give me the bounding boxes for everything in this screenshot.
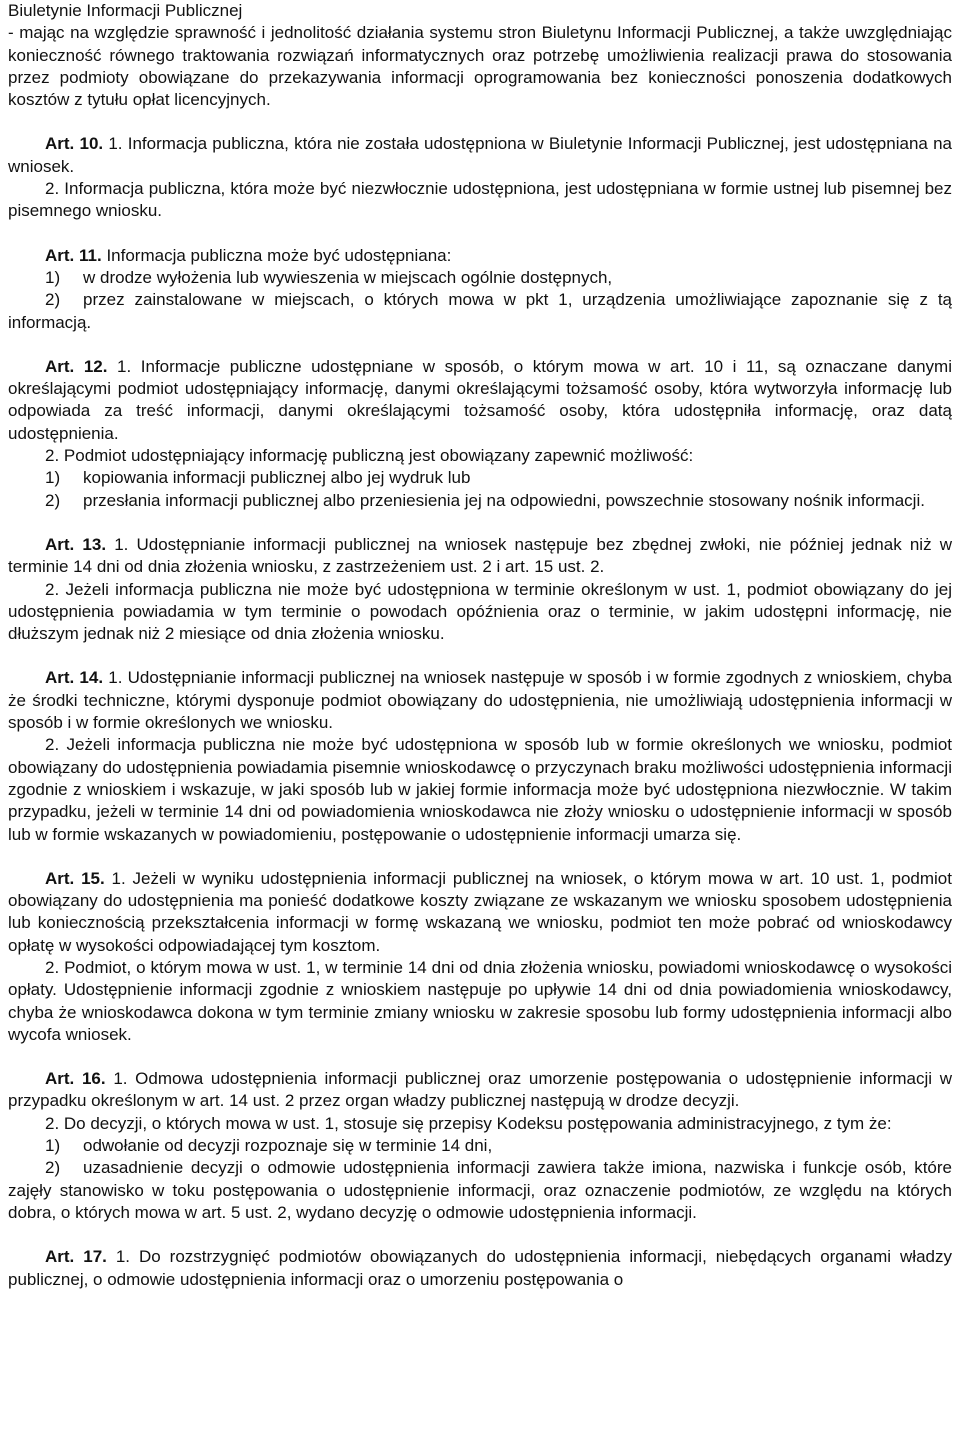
article-12: [8, 356, 952, 512]
list-number: 1): [45, 267, 61, 287]
article-10: [8, 133, 952, 222]
article-15-para-2: 2. Podmiot, o którym mowa w ust. 1, w terminie 14 dni od dnia złożenia wniosku, powiadomi wnioskodawcę o wysokości opłaty. Udostępnienie informacji zgodnie z wnioskiem następuje po upływie 14 dni od dnia powiadomienia wnioskodawcy, chyba że wnioskodawca dokona w tym terminie zmiany wniosku w zakresie sposobu lub formy udostępnienia informacji albo wycofa wniosek.: [8, 957, 952, 1044]
list-number: 1): [45, 468, 61, 488]
article-12-item-2: [8, 490, 952, 512]
article-12-label: Art. 12.: [45, 356, 108, 376]
article-12-para-1: [8, 356, 952, 445]
article-11-item-2: [8, 289, 952, 334]
list-number: 2): [45, 490, 61, 510]
article-13-label: Art. 13.: [45, 534, 107, 554]
article-17: [8, 1246, 952, 1291]
list-number: 2): [45, 290, 61, 310]
article-16-text-1: 1. Odmowa udostępnienia informacji publicznej oraz umorzenie postępowania o udostępnienie informacji w przypadku określonym w art. 14 ust. 2 przez organ władzy publicznej następują w drodze decyzji.: [8, 1069, 952, 1111]
article-11: [8, 245, 952, 334]
article-13-para-2: 2. Jeżeli informacja publiczna nie może być udostępniona w terminie określonym w ust. 1, podmiot obowiązany do jej udostępnienia powiadamia w tym terminie o powodach opóźnienia oraz o terminie, w jakim udostępni informację, nie dłuższym jednak niż 2 miesiące od dnia złożenia wniosku.: [8, 579, 952, 644]
list-number: 2): [45, 1158, 61, 1178]
article-13: [8, 534, 952, 645]
article-11-item-1: [8, 267, 952, 289]
article-10-label: Art. 10.: [45, 134, 104, 154]
article-14-label: Art. 14.: [45, 668, 104, 688]
article-15-text-1: 1. Jeżeli w wyniku udostępnienia informacji publicznej na wniosek, o którym mowa w art. 10 ust. 1, podmiot obowiązany do udostępnienia ma ponieść dodatkowe koszty związane ze wskazanym we wniosku sposobem udostępnienia lub koniecznością przekształcenia informacji w formę wskazaną we wniosku, podmiot ten może pobrać od wnioskodawcy opłatę w wysokości odpowiadającej tym kosztom.: [8, 868, 952, 955]
article-14-para-1: [8, 667, 952, 734]
article-11-text-1: Informacja publiczna może być udostępniana:: [106, 245, 452, 265]
article-16-para-2: 2. Do decyzji, o których mowa w ust. 1, stosuje się przepisy Kodeksu postępowania administracyjnego, z tym że:: [45, 1113, 892, 1133]
article-10-para-2: 2. Informacja publiczna, która może być niezwłocznie udostępniona, jest udostępniana w formie ustnej lub pisemnej bez pisemnego wniosku.: [8, 179, 952, 221]
article-15-label: Art. 15.: [45, 868, 105, 888]
list-number: 1): [45, 1136, 61, 1156]
list-text: kopiowania informacji publicznej albo jej wydruk lub: [83, 468, 471, 488]
article-16-item-1: [8, 1135, 952, 1157]
article-16-label: Art. 16.: [45, 1069, 106, 1089]
article-12-text-1: 1. Informacje publiczne udostępniane w sposób, o którym mowa w art. 10 i 11, są oznaczane danymi określającymi podmiot udostępniający informację, danymi określającymi tożsamość osoby, która wytworzyła informację lub odpowiada za treść informacji, danymi określającymi tożsamość osoby, która udostępniła informację, oraz datą udostępnienia.: [8, 356, 952, 443]
article-13-para-1: [8, 534, 952, 579]
intro-line-1: Biuletynie Informacji Publicznej: [8, 1, 243, 20]
article-11-label: Art. 11.: [45, 245, 102, 265]
article-17-label: Art. 17.: [45, 1247, 107, 1267]
list-text: uzasadnienie decyzji o odmowie udostępnienia informacji zawiera także imiona, nazwiska i funkcje osób, które zajęły stanowisko w toku postępowania o udostępnienie informacji, oraz oznaczenie podmiotów, ze względu na których dobra, o których mowa w art. 5 ust. 2, wydano decyzję o odmowie udostępnienia informacji.: [8, 1158, 952, 1222]
article-14-text-1: 1. Udostępnianie informacji publicznej na wniosek następuje w sposób i w formie zgodnych z wnioskiem, chyba że środki techniczne, którymi dysponuje podmiot obowiązany do udostępnienia, nie umożliwiają udostępnienia informacji w sposób i w formie określonych we wniosku.: [8, 668, 952, 733]
article-15-para-1: [8, 868, 952, 957]
article-12-para-2: 2. Podmiot udostępniający informację publiczną jest obowiązany zapewnić możliwość:: [45, 446, 694, 466]
article-10-text-1: 1. Informacja publiczna, która nie została udostępniona w Biuletynie Informacji Publicznej, jest udostępniana na wniosek.: [8, 134, 952, 176]
article-15: [8, 868, 952, 1046]
article-14: [8, 667, 952, 845]
intro-paragraph: - mając na względzie sprawność i jednolitość działania systemu stron Biuletynu Informacji Publicznej, a także uwzględniając konieczność równego traktowania rozwiązań informatycznych oraz potrzebę umożliwienia realizacji prawa do stosowania przez podmioty obowiązane do przekazywania informacji oprogramowania bez konieczności ponoszenia dodatkowych kosztów z tytułu opłat licencyjnych.: [8, 23, 952, 110]
article-17-para-1: [8, 1246, 952, 1291]
article-12-item-1: [8, 467, 952, 489]
list-text: przesłania informacji publicznej albo przeniesienia jej na odpowiedni, powszechnie stosowany nośnik informacji.: [83, 490, 925, 510]
list-text: w drodze wyłożenia lub wywieszenia w miejscach ogólnie dostępnych,: [83, 267, 613, 287]
article-11-para-1: [8, 245, 952, 267]
article-16-item-2: [8, 1157, 952, 1224]
list-text: przez zainstalowane w miejscach, o których mowa w pkt 1, urządzenia umożliwiające zapoznanie się z tą informacją.: [8, 290, 952, 332]
article-13-text-1: 1. Udostępnianie informacji publicznej na wniosek następuje bez zbędnej zwłoki, nie później jednak niż w terminie 14 dni od dnia złożenia wniosku, z zastrzeżeniem ust. 2 i art. 15 ust. 2.: [8, 534, 952, 577]
list-text: odwołanie od decyzji rozpoznaje się w terminie 14 dni,: [83, 1136, 493, 1156]
article-16: [8, 1068, 952, 1224]
article-16-para-1: [8, 1068, 952, 1113]
article-14-para-2: 2. Jeżeli informacja publiczna nie może być udostępniona w sposób lub w formie określonych we wniosku, podmiot obowiązany do udostępnienia powiadamia pisemnie wnioskodawcę o przyczynach braku możliwości udostępnienia informacji zgodnie z wnioskiem i wskazuje, w jaki sposób lub w jakiej formie informacja może być udostępniona niezwłocznie. W takim przypadku, jeżeli w terminie 14 dni od powiadomienia wnioskodawca nie złoży wniosku o udostępnienie informacji w sposób lub w formie wskazanych w powiadomieniu, postępowanie o udostępnienie informacji umarza się.: [8, 735, 952, 844]
article-10-para-1: [8, 133, 952, 178]
article-17-text-1: 1. Do rozstrzygnięć podmiotów obowiązanych do udostępnienia informacji, niebędących organami władzy publicznej, o odmowie udostępnienia informacji oraz o umorzeniu postępowania o: [8, 1247, 952, 1289]
